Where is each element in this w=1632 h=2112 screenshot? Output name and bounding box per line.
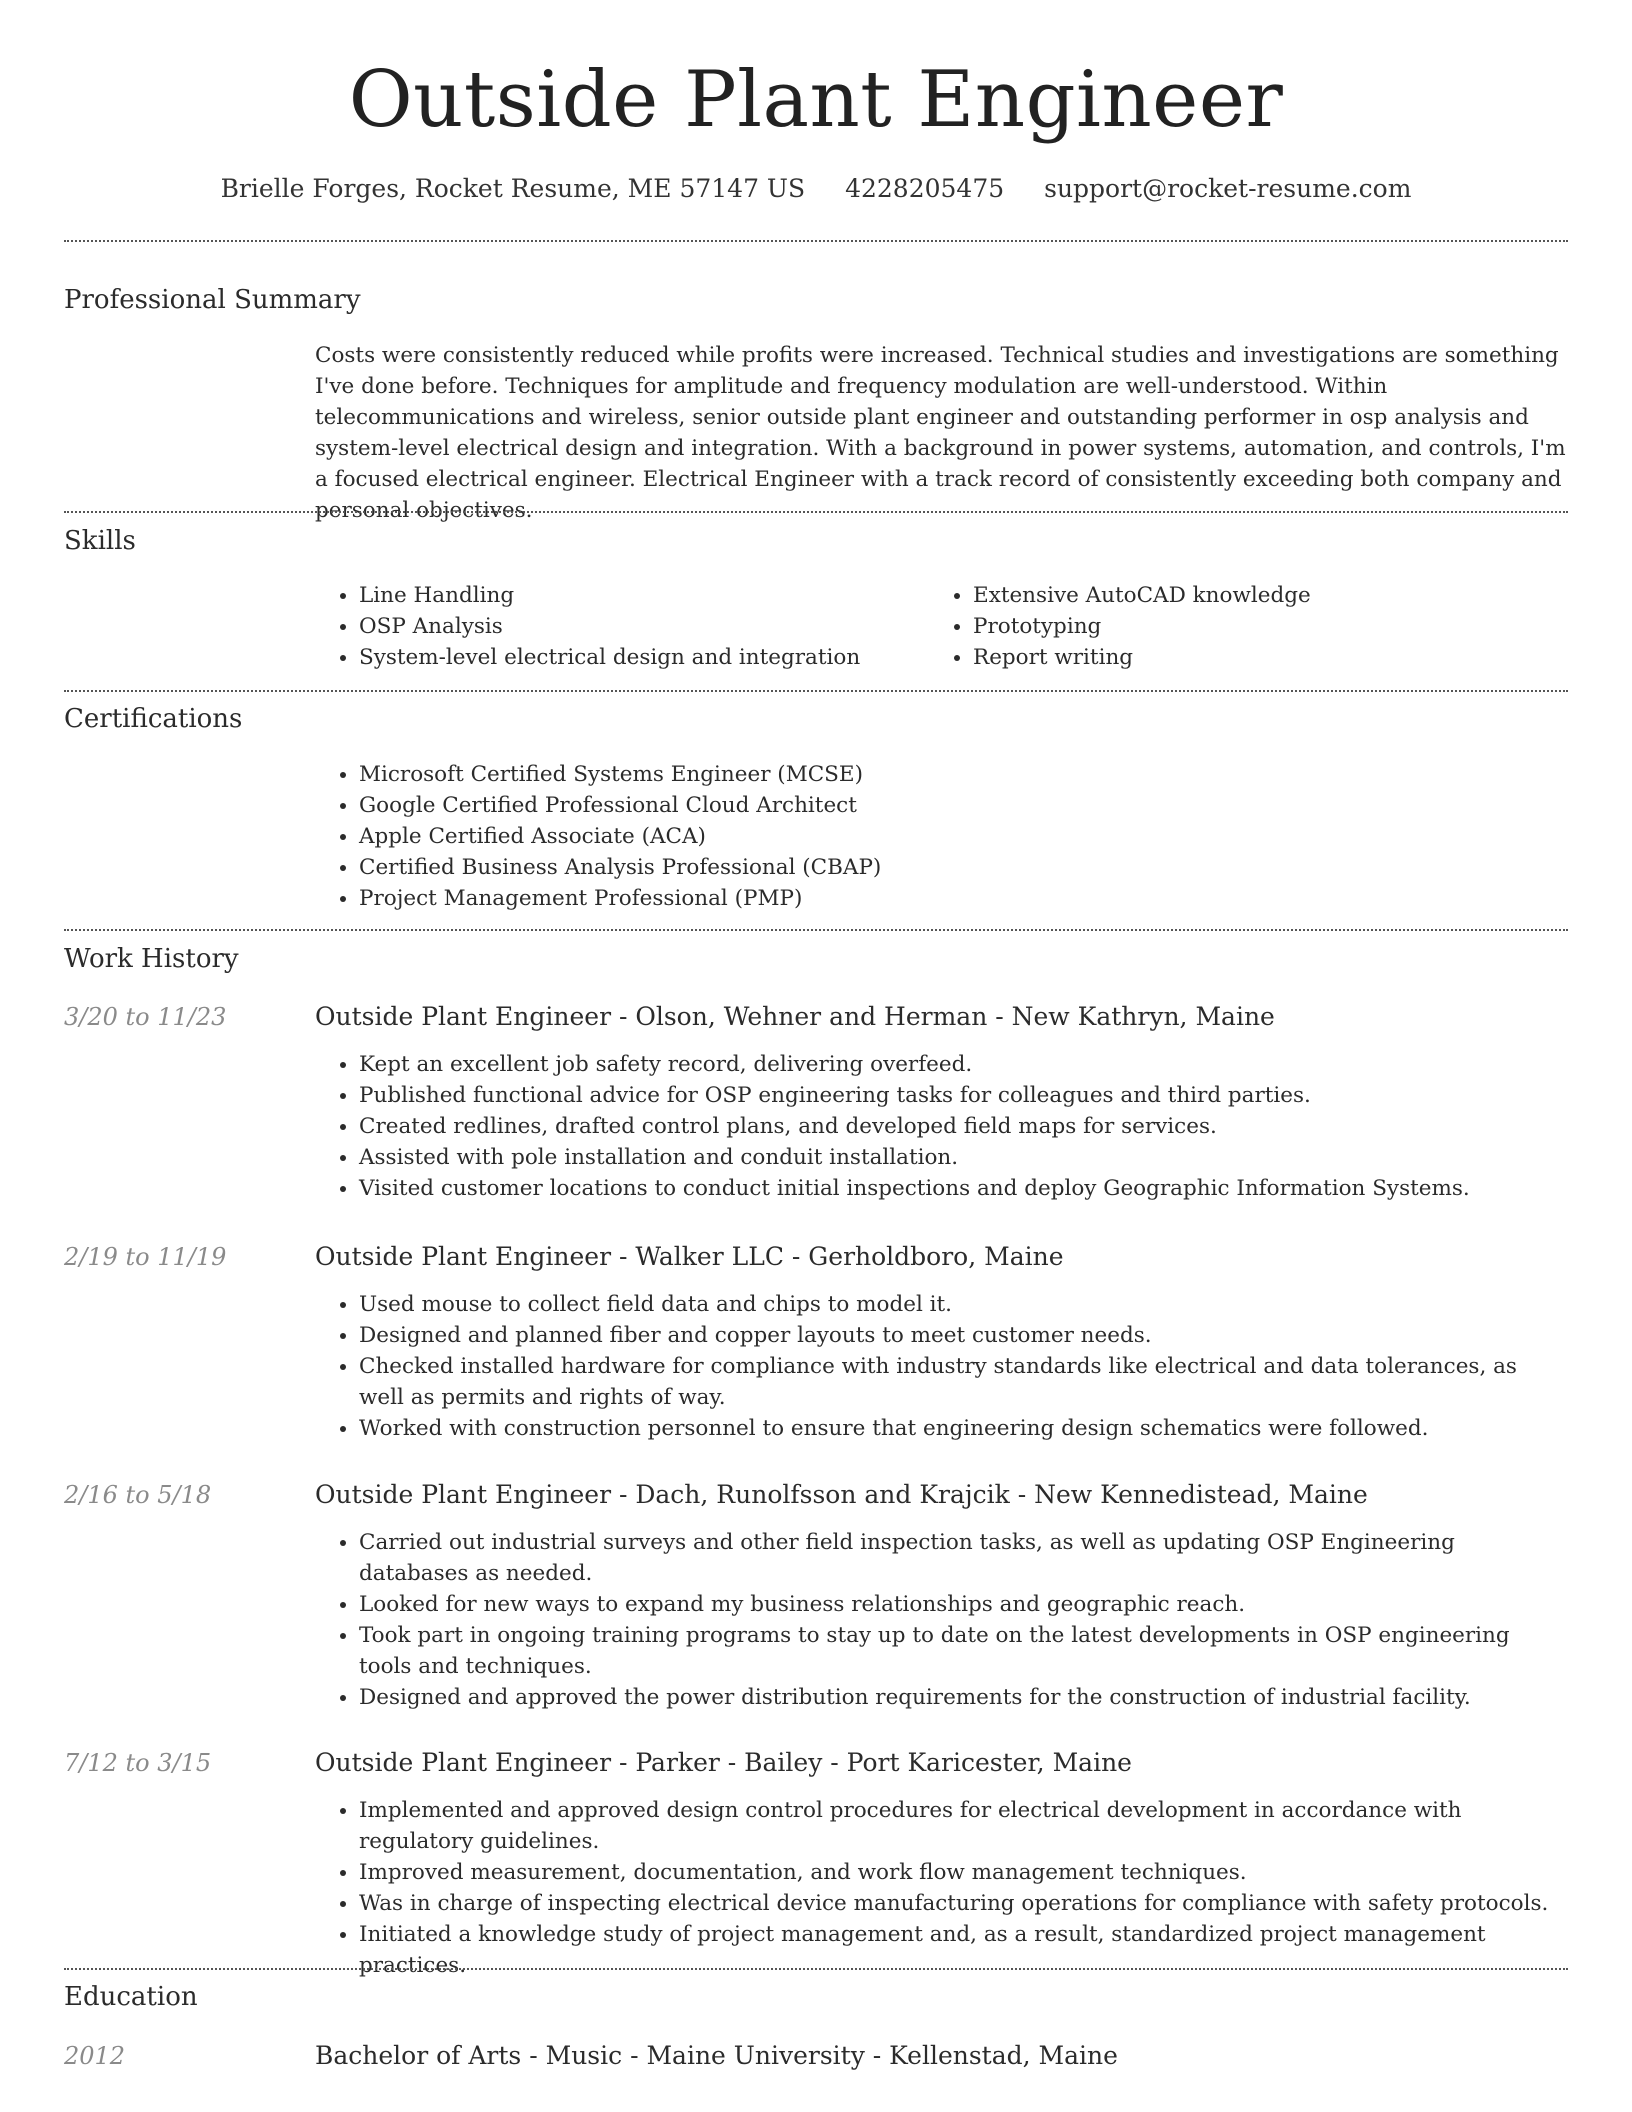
skill-item: • Line Handling — [359, 580, 929, 611]
divider — [64, 690, 1568, 692]
divider — [64, 511, 1568, 513]
skill-item: • OSP Analysis — [359, 611, 929, 642]
skills-column-left — [315, 580, 929, 673]
job-bullet: • Was in charge of inspecting electrical device manufacturing operations for compliance with safety protocols. — [359, 1888, 1568, 1919]
job-bullets — [315, 1289, 1568, 1444]
section-heading-summary: Professional Summary — [64, 285, 361, 315]
job-dates: 2/16 to 5/18 — [64, 1481, 212, 1509]
job-bullet: • Looked for new ways to expand my business relationships and geographic reach. — [359, 1589, 1568, 1620]
job-bullet: • Carried out industrial surveys and other field inspection tasks, as well as updating OSP Engineering databases as needed. — [359, 1527, 1568, 1589]
job-dates: 3/20 to 11/23 — [64, 1003, 227, 1031]
job-bullets — [315, 1795, 1568, 1981]
skill-item: • Extensive AutoCAD knowledge — [973, 580, 1568, 611]
certification-item: • Project Management Professional (PMP) — [359, 883, 1568, 914]
contact-address: Brielle Forges, Rocket Resume, ME 57147 US — [220, 174, 806, 203]
job-bullet: • Published functional advice for OSP engineering tasks for colleagues and third parties. — [359, 1080, 1568, 1111]
certifications-list — [315, 759, 1568, 914]
certification-item: • Apple Certified Associate (ACA) — [359, 821, 1568, 852]
skill-item: • System-level electrical design and integration — [359, 642, 929, 673]
job-title: Outside Plant Engineer - Dach, Runolfsson and Krajcik - New Kennedistead, Maine — [315, 1480, 1368, 1509]
job-title: Outside Plant Engineer - Parker - Bailey - Port Karicester, Maine — [315, 1748, 1132, 1777]
education-year: 2012 — [64, 2042, 126, 2070]
certification-item: • Microsoft Certified Systems Engineer (MCSE) — [359, 759, 1568, 790]
certification-item: • Google Certified Professional Cloud Architect — [359, 790, 1568, 821]
job-bullet: • Designed and approved the power distribution requirements for the construction of industrial facility. — [359, 1682, 1568, 1713]
job-bullet: • Visited customer locations to conduct initial inspections and deploy Geographic Information Systems. — [359, 1173, 1568, 1204]
section-heading-skills: Skills — [64, 526, 136, 556]
job-bullet: • Created redlines, drafted control plans, and developed field maps for services. — [359, 1111, 1568, 1142]
job-bullet: • Used mouse to collect field data and chips to model it. — [359, 1289, 1568, 1320]
section-heading-education: Education — [64, 1982, 198, 2012]
section-heading-work-history: Work History — [64, 944, 239, 974]
job-bullet: • Improved measurement, documentation, and work flow management techniques. — [359, 1857, 1568, 1888]
job-bullets — [315, 1049, 1568, 1204]
divider — [64, 1968, 1568, 1970]
job-bullets — [315, 1527, 1568, 1713]
job-bullet: • Initiated a knowledge study of project management and, as a result, standardized project management practices. — [359, 1919, 1568, 1981]
job-bullet: • Took part in ongoing training programs to stay up to date on the latest developments in OSP engineering tools and techniques. — [359, 1620, 1568, 1682]
job-bullet: • Worked with construction personnel to ensure that engineering design schematics were followed. — [359, 1413, 1568, 1444]
summary-text: Costs were consistently reduced while profits were increased. Technical studies and investigations are something I've done before. Techniques for amplitude and frequency modulation are well-understood. Within telecommunications and wireless, senior outside plant engineer and outstanding performer in osp analysis and system-level electrical design and integration. With a background in power systems, automation, and controls, I'm a focused electrical engineer. Electrical Engineer with a track record of consistently exceeding both company and personal objectives. — [315, 343, 1566, 523]
job-bullet: • Kept an excellent job safety record, delivering overfeed. — [359, 1049, 1568, 1080]
job-bullet: • Implemented and approved design control procedures for electrical development in accordance with regulatory guidelines. — [359, 1795, 1568, 1857]
contact-phone: 4228205475 — [845, 174, 1005, 203]
divider — [64, 929, 1568, 931]
section-heading-certifications: Certifications — [64, 704, 243, 734]
education-degree: Bachelor of Arts - Music - Maine University - Kellenstad, Maine — [315, 2041, 1118, 2070]
contact-email: support@rocket-resume.com — [1044, 174, 1412, 203]
skill-item: • Prototyping — [973, 611, 1568, 642]
divider — [64, 240, 1568, 242]
skills-list — [315, 580, 1568, 676]
job-bullet: • Checked installed hardware for compliance with industry standards like electrical and data tolerances, as well as permits and rights of way. — [359, 1351, 1568, 1413]
page-title: Outside Plant Engineer — [348, 55, 1284, 145]
skills-column-right — [929, 580, 1568, 673]
job-bullet: • Assisted with pole installation and conduit installation. — [359, 1142, 1568, 1173]
certification-item: • Certified Business Analysis Professional (CBAP) — [359, 852, 1568, 883]
contact-line — [64, 172, 1568, 206]
job-bullet: • Designed and planned fiber and copper layouts to meet customer needs. — [359, 1320, 1568, 1351]
job-title: Outside Plant Engineer - Olson, Wehner and Herman - New Kathryn, Maine — [315, 1002, 1275, 1031]
skill-item: • Report writing — [973, 642, 1568, 673]
job-dates: 2/19 to 11/19 — [64, 1243, 227, 1271]
job-dates: 7/12 to 3/15 — [64, 1749, 212, 1777]
job-title: Outside Plant Engineer - Walker LLC - Gerholdboro, Maine — [315, 1242, 1064, 1271]
